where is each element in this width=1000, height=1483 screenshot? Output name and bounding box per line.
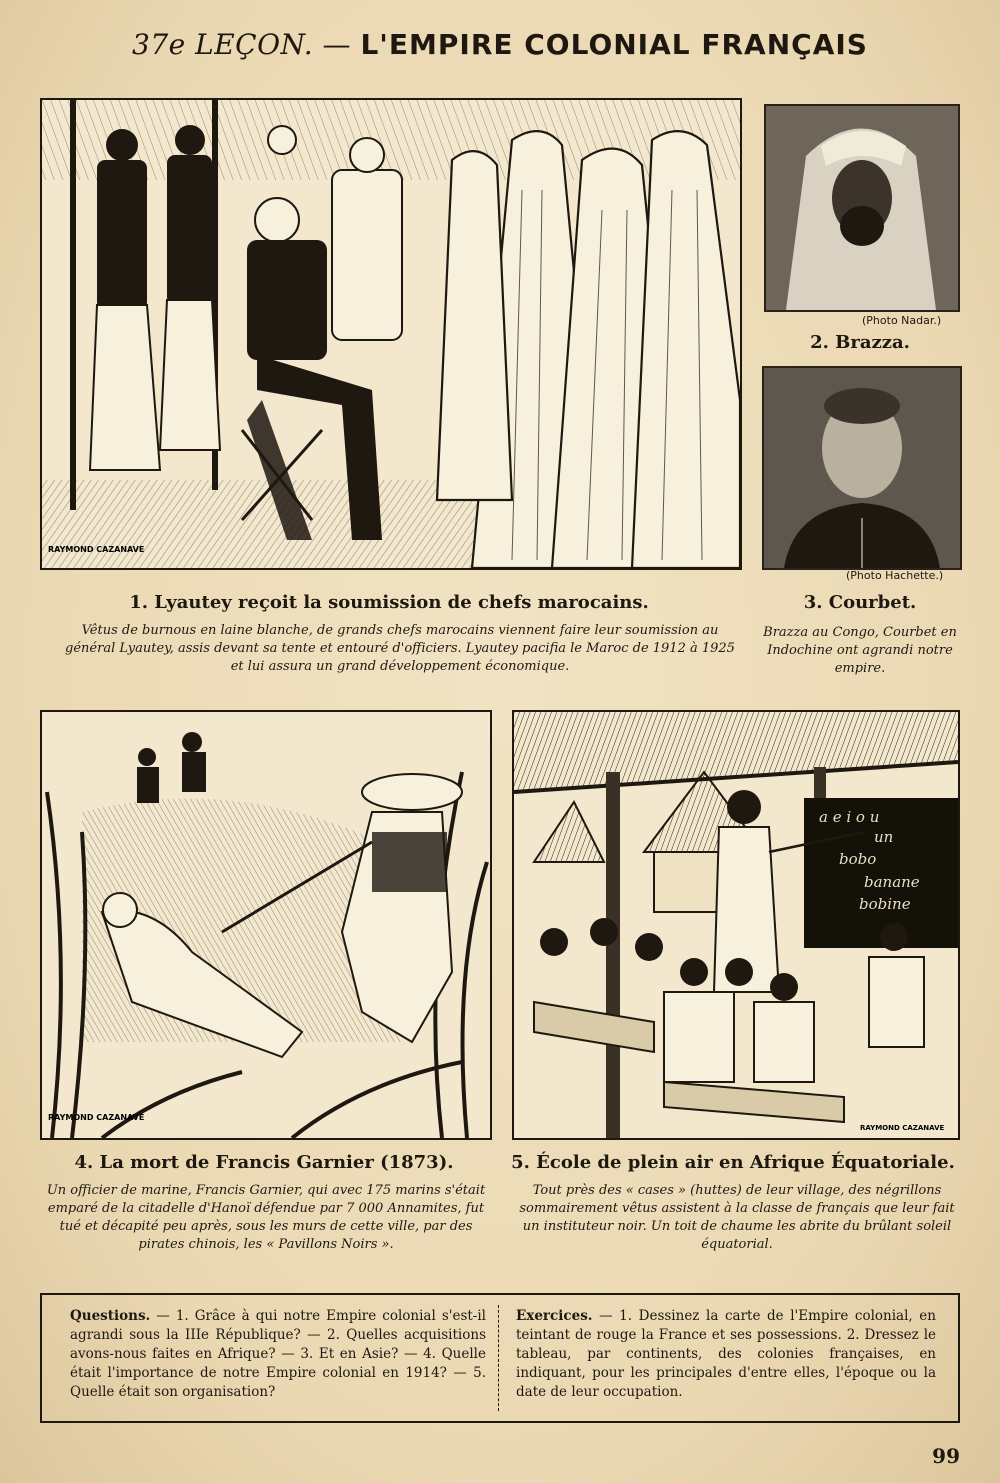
blackboard-line-3: bobo bbox=[839, 850, 877, 868]
caption-title-school: 5. École de plein air en Afrique Équatoriale. bbox=[511, 1152, 955, 1173]
illustration-garnier bbox=[40, 710, 492, 1140]
caption-title-garnier: 4. La mort de Francis Garnier (1873). bbox=[74, 1152, 454, 1173]
lesson-title: L'EMPIRE COLONIAL FRANÇAIS bbox=[360, 28, 868, 61]
questions-label: Questions. bbox=[70, 1308, 151, 1324]
signature-fig5: RAYMOND CAZANAVE bbox=[860, 1124, 945, 1132]
caption-title-lyautey: 1. Lyautey reçoit la soumission de chefs marocains. bbox=[129, 592, 649, 613]
questions-text: — 1. Grâce à qui notre Empire colonial s'est-il agrandi sous la IIIe République? — 2. Quelles acquisitions avons-nous faites en Afrique? — 3. Et en Asie? — 4. Quelle était l'importance de notre Empire colonial en 1914? — 5. Quelle était son organisation? bbox=[70, 1308, 486, 1400]
illustration-lyautey bbox=[40, 98, 742, 570]
exercises-label: Exercices. bbox=[516, 1308, 593, 1324]
photo-brazza bbox=[764, 104, 960, 312]
photo-courbet bbox=[762, 366, 962, 570]
caption-title-courbet: 3. Courbet. bbox=[803, 592, 917, 613]
blackboard-line-5: bobine bbox=[859, 895, 911, 913]
signature-fig4: RAYMOND CAZANAVE bbox=[48, 1113, 145, 1122]
credit-brazza: (Photo Nadar.) bbox=[862, 314, 942, 327]
exercises-text: — 1. Dessinez la carte de l'Empire colonial, en teintant de rouge la France et ses possessions. 2. Dressez le tableau, par continents, des colonies françaises, en indiquant, pour les principales d'entre elles, l'époque ou la date de leur occupation. bbox=[516, 1308, 936, 1400]
page-title bbox=[0, 28, 1000, 61]
page-number: 99 bbox=[932, 1444, 960, 1468]
signature-fig1: RAYMOND CAZANAVE bbox=[48, 545, 145, 554]
illustration-school bbox=[512, 710, 960, 1140]
caption-text-school: Tout près des « cases » (huttes) de leur village, des négrillons sommairement vêtus assistent à la classe de français que leur fait un instituteur noir. Un toit de chaume les abrite du brûlant soleil équatorial. bbox=[519, 1183, 955, 1252]
caption-title-brazza: 2. Brazza. bbox=[810, 332, 910, 353]
blackboard-line-4: banane bbox=[864, 873, 920, 891]
box-divider bbox=[498, 1305, 500, 1411]
caption-text-garnier: Un officier de marine, Francis Garnier, qui avec 175 marins s'était emparé de la citadelle d'Hanoï défendue par 7 000 Annamites, fut tué et décapité peu après, sous les murs de cette ville, par des pirates chinois, les « Pavillons Noirs ». bbox=[46, 1183, 486, 1252]
caption-text-lyautey: Vêtus de burnous en laine blanche, de grands chefs marocains viennent faire leur soumission au général Lyautey, assis devant sa tente et entouré d'officiers. Lyautey pacifia le Maroc de 1912 à 1925 et lui assura un grand développement économique. bbox=[65, 623, 735, 674]
blackboard-line-2: un bbox=[874, 828, 894, 846]
caption-text-courbet: Brazza au Congo, Courbet en Indochine ont agrandi notre empire. bbox=[763, 625, 957, 676]
blackboard-line-1: a e i o u bbox=[819, 808, 880, 826]
credit-courbet: (Photo Hachette.) bbox=[846, 569, 944, 582]
exercises-section bbox=[516, 1307, 936, 1402]
questions-exercises-box bbox=[40, 1293, 960, 1423]
questions-section bbox=[70, 1307, 486, 1402]
lesson-number: 37e LEÇON. — bbox=[132, 28, 352, 61]
